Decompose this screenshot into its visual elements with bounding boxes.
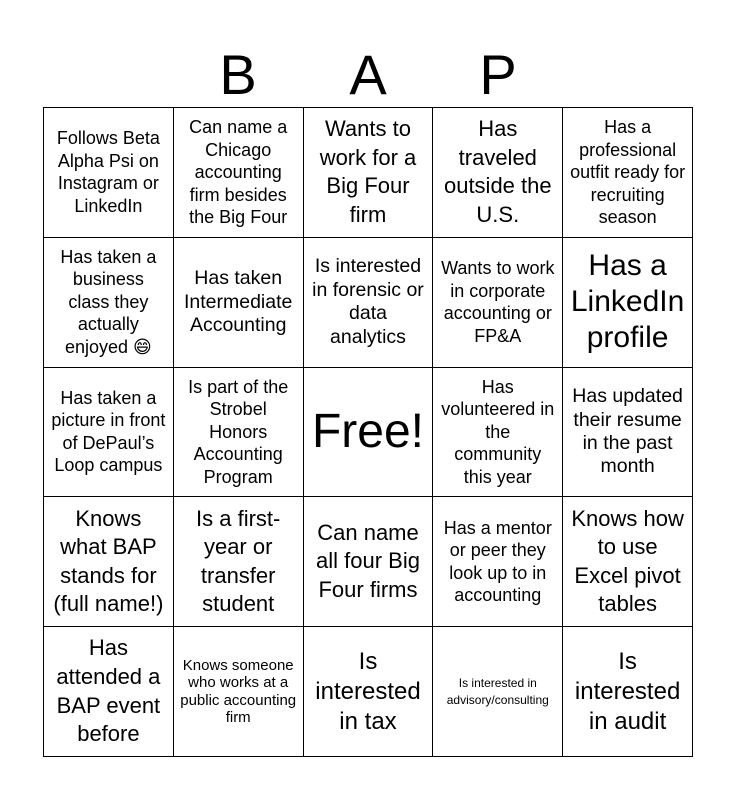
bingo-cell[interactable]: Knows someone who works at a public accounting firm: [174, 627, 304, 757]
header-letter-a: A: [349, 43, 387, 106]
bingo-cell[interactable]: Knows what BAP stands for (full name!): [44, 497, 174, 627]
bingo-cell[interactable]: Has traveled outside the U.S.: [433, 108, 563, 238]
bingo-cell[interactable]: Knows how to use Excel pivot tables: [563, 497, 693, 627]
bingo-cell[interactable]: Can name all four Big Four firms: [304, 497, 434, 627]
bingo-cell[interactable]: Can name a Chicago accounting firm besides the Big Four: [174, 108, 304, 238]
bingo-cell[interactable]: Is interested in advisory/consulting: [433, 627, 563, 757]
bingo-cell[interactable]: Has a professional outfit ready for recruiting season: [563, 108, 693, 238]
bingo-cell[interactable]: Is part of the Strobel Honors Accounting Program: [174, 368, 304, 498]
bingo-cell[interactable]: Is a first-year or transfer student: [174, 497, 304, 627]
bingo-cell[interactable]: Has volunteered in the community this year: [433, 368, 563, 498]
bingo-board: [43, 107, 693, 757]
free-space-cell[interactable]: Free!: [304, 368, 434, 498]
header-letter-b: B: [219, 43, 257, 106]
bingo-cell[interactable]: Has a mentor or peer they look up to in accounting: [433, 497, 563, 627]
bingo-cell[interactable]: Wants to work for a Big Four firm: [304, 108, 434, 238]
bingo-cell[interactable]: Is interested in tax: [304, 627, 434, 757]
bingo-cell[interactable]: Follows Beta Alpha Psi on Instagram or LinkedIn: [44, 108, 174, 238]
bingo-cell[interactable]: Has taken Intermediate Accounting: [174, 238, 304, 368]
bingo-cell[interactable]: Has attended a BAP event before: [44, 627, 174, 757]
bingo-header: [43, 40, 693, 110]
header-letter-p: P: [479, 43, 517, 106]
bingo-cell[interactable]: Is interested in forensic or data analytics: [304, 238, 434, 368]
bingo-cell[interactable]: Has updated their resume in the past month: [563, 368, 693, 498]
bingo-cell[interactable]: Wants to work in corporate accounting or FP&A: [433, 238, 563, 368]
bingo-cell[interactable]: Has taken a picture in front of DePaul’s Loop campus: [44, 368, 174, 498]
bingo-cell[interactable]: Is interested in audit: [563, 627, 693, 757]
bingo-cell[interactable]: Has a LinkedIn profile: [563, 238, 693, 368]
bingo-cell[interactable]: Has taken a business class they actually enjoyed 😄: [44, 238, 174, 368]
